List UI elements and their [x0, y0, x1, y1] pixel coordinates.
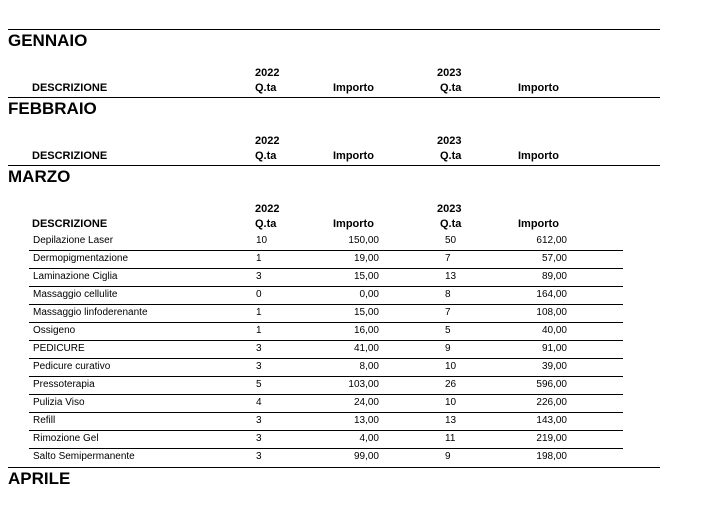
cell-qta-2023: 9 [445, 343, 451, 354]
cell-importo-2022: 13,00 [353, 415, 379, 426]
cell-qta-2023: 5 [445, 325, 451, 336]
col-header-qta-2023: Q.ta [440, 218, 462, 230]
cell-qta-2022: 1 [256, 307, 262, 318]
table-row [29, 449, 623, 467]
cell-descrizione: Salto Semipermanente [33, 451, 135, 462]
cell-qta-2023: 13 [445, 271, 457, 282]
cell-importo-2023: 143,00 [536, 415, 567, 426]
cell-qta-2023: 50 [445, 235, 457, 246]
cell-importo-2023: 108,00 [536, 307, 567, 318]
section-divider-marzo [8, 467, 660, 468]
top-divider [8, 29, 660, 30]
cell-qta-2022: 4 [256, 397, 262, 408]
col-header-qta-2022: Q.ta [255, 82, 277, 94]
cell-descrizione: Pedicure curativo [33, 361, 111, 372]
table-row [29, 359, 623, 377]
table-row [29, 233, 623, 251]
table-row [29, 323, 623, 341]
table-row [29, 287, 623, 305]
table-row [29, 395, 623, 413]
cell-qta-2023: 10 [445, 397, 457, 408]
table-row [29, 251, 623, 269]
cell-qta-2022: 3 [256, 271, 262, 282]
cell-importo-2023: 39,00 [541, 361, 567, 372]
cell-importo-2022: 8,00 [359, 361, 379, 372]
cell-qta-2023: 10 [445, 361, 457, 372]
year-2022-label: 2022 [255, 135, 280, 147]
cell-importo-2022: 103,00 [348, 379, 379, 390]
year-2023-label: 2023 [437, 135, 462, 147]
col-header-qta-2022: Q.ta [255, 218, 277, 230]
cell-importo-2022: 0,00 [359, 289, 379, 300]
cell-importo-2023: 89,00 [541, 271, 567, 282]
col-header-importo-2023: Importo [518, 150, 559, 162]
table-row [29, 431, 623, 449]
cell-descrizione: Ossigeno [33, 325, 76, 336]
year-2023-label: 2023 [437, 67, 462, 79]
cell-qta-2023: 9 [445, 451, 451, 462]
col-header-qta-2022: Q.ta [255, 150, 277, 162]
cell-importo-2022: 15,00 [353, 271, 379, 282]
cell-qta-2022: 1 [256, 325, 262, 336]
month-heading-marzo: MARZO [8, 167, 71, 186]
cell-importo-2023: 226,00 [536, 397, 567, 408]
cell-qta-2023: 11 [445, 433, 456, 444]
cell-importo-2022: 150,00 [348, 235, 379, 246]
cell-descrizione: Dermopigmentazione [33, 253, 129, 264]
cell-qta-2023: 13 [445, 415, 457, 426]
col-header-descrizione: DESCRIZIONE [32, 150, 108, 162]
cell-qta-2023: 26 [445, 379, 457, 390]
month-heading-aprile: APRILE [8, 469, 71, 488]
table-row [29, 305, 623, 323]
cell-importo-2023: 612,00 [536, 235, 567, 246]
cell-descrizione: Massaggio linfoderenante [33, 307, 148, 318]
cell-importo-2023: 198,00 [536, 451, 567, 462]
cell-importo-2023: 40,00 [541, 325, 567, 336]
cell-descrizione: Pressoterapia [33, 379, 95, 390]
cell-descrizione: Massaggio cellulite [33, 289, 118, 300]
cell-descrizione: Refill [33, 415, 56, 426]
year-2022-label: 2022 [255, 203, 280, 215]
cell-qta-2022: 1 [256, 253, 262, 264]
col-header-importo-2022: Importo [333, 150, 374, 162]
cell-importo-2023: 57,00 [541, 253, 567, 264]
table-row [29, 377, 623, 395]
table-row [29, 413, 623, 431]
cell-importo-2023: 164,00 [536, 289, 567, 300]
cell-importo-2023: 596,00 [536, 379, 567, 390]
col-header-importo-2023: Importo [518, 218, 559, 230]
cell-importo-2022: 99,00 [353, 451, 379, 462]
cell-qta-2022: 3 [256, 343, 262, 354]
cell-descrizione: PEDICURE [33, 343, 85, 354]
cell-qta-2023: 7 [445, 307, 451, 318]
cell-qta-2022: 3 [256, 361, 262, 372]
cell-importo-2022: 19,00 [353, 253, 379, 264]
col-header-importo-2022: Importo [333, 218, 374, 230]
section-divider-febbraio [8, 165, 660, 166]
cell-qta-2022: 3 [256, 433, 262, 444]
cell-qta-2022: 3 [256, 415, 262, 426]
cell-descrizione: Depilazione Laser [33, 235, 114, 246]
section-divider-gennaio [8, 97, 660, 98]
month-heading-gennaio: GENNAIO [8, 31, 88, 50]
month-heading-febbraio: FEBBRAIO [8, 99, 97, 118]
year-2022-label: 2022 [255, 67, 280, 79]
cell-descrizione: Pulizia Viso [33, 397, 85, 408]
cell-qta-2022: 5 [256, 379, 262, 390]
cell-importo-2023: 219,00 [536, 433, 567, 444]
cell-importo-2022: 24,00 [353, 397, 379, 408]
cell-importo-2023: 91,00 [541, 343, 567, 354]
col-header-descrizione: DESCRIZIONE [32, 218, 108, 230]
cell-qta-2022: 0 [256, 289, 262, 300]
cell-qta-2022: 10 [256, 235, 268, 246]
cell-descrizione: Rimozione Gel [33, 433, 99, 444]
cell-descrizione: Laminazione Ciglia [33, 271, 118, 282]
cell-importo-2022: 15,00 [353, 307, 379, 318]
col-header-qta-2023: Q.ta [440, 150, 462, 162]
col-header-importo-2022: Importo [333, 82, 374, 94]
col-header-qta-2023: Q.ta [440, 82, 462, 94]
table-row [29, 341, 623, 359]
cell-importo-2022: 41,00 [353, 343, 379, 354]
table-row [29, 269, 623, 287]
cell-importo-2022: 4,00 [359, 433, 379, 444]
year-2023-label: 2023 [437, 203, 462, 215]
col-header-importo-2023: Importo [518, 82, 559, 94]
cell-qta-2023: 8 [445, 289, 451, 300]
cell-importo-2022: 16,00 [353, 325, 379, 336]
col-header-descrizione: DESCRIZIONE [32, 82, 108, 94]
cell-qta-2022: 3 [256, 451, 262, 462]
cell-qta-2023: 7 [445, 253, 451, 264]
